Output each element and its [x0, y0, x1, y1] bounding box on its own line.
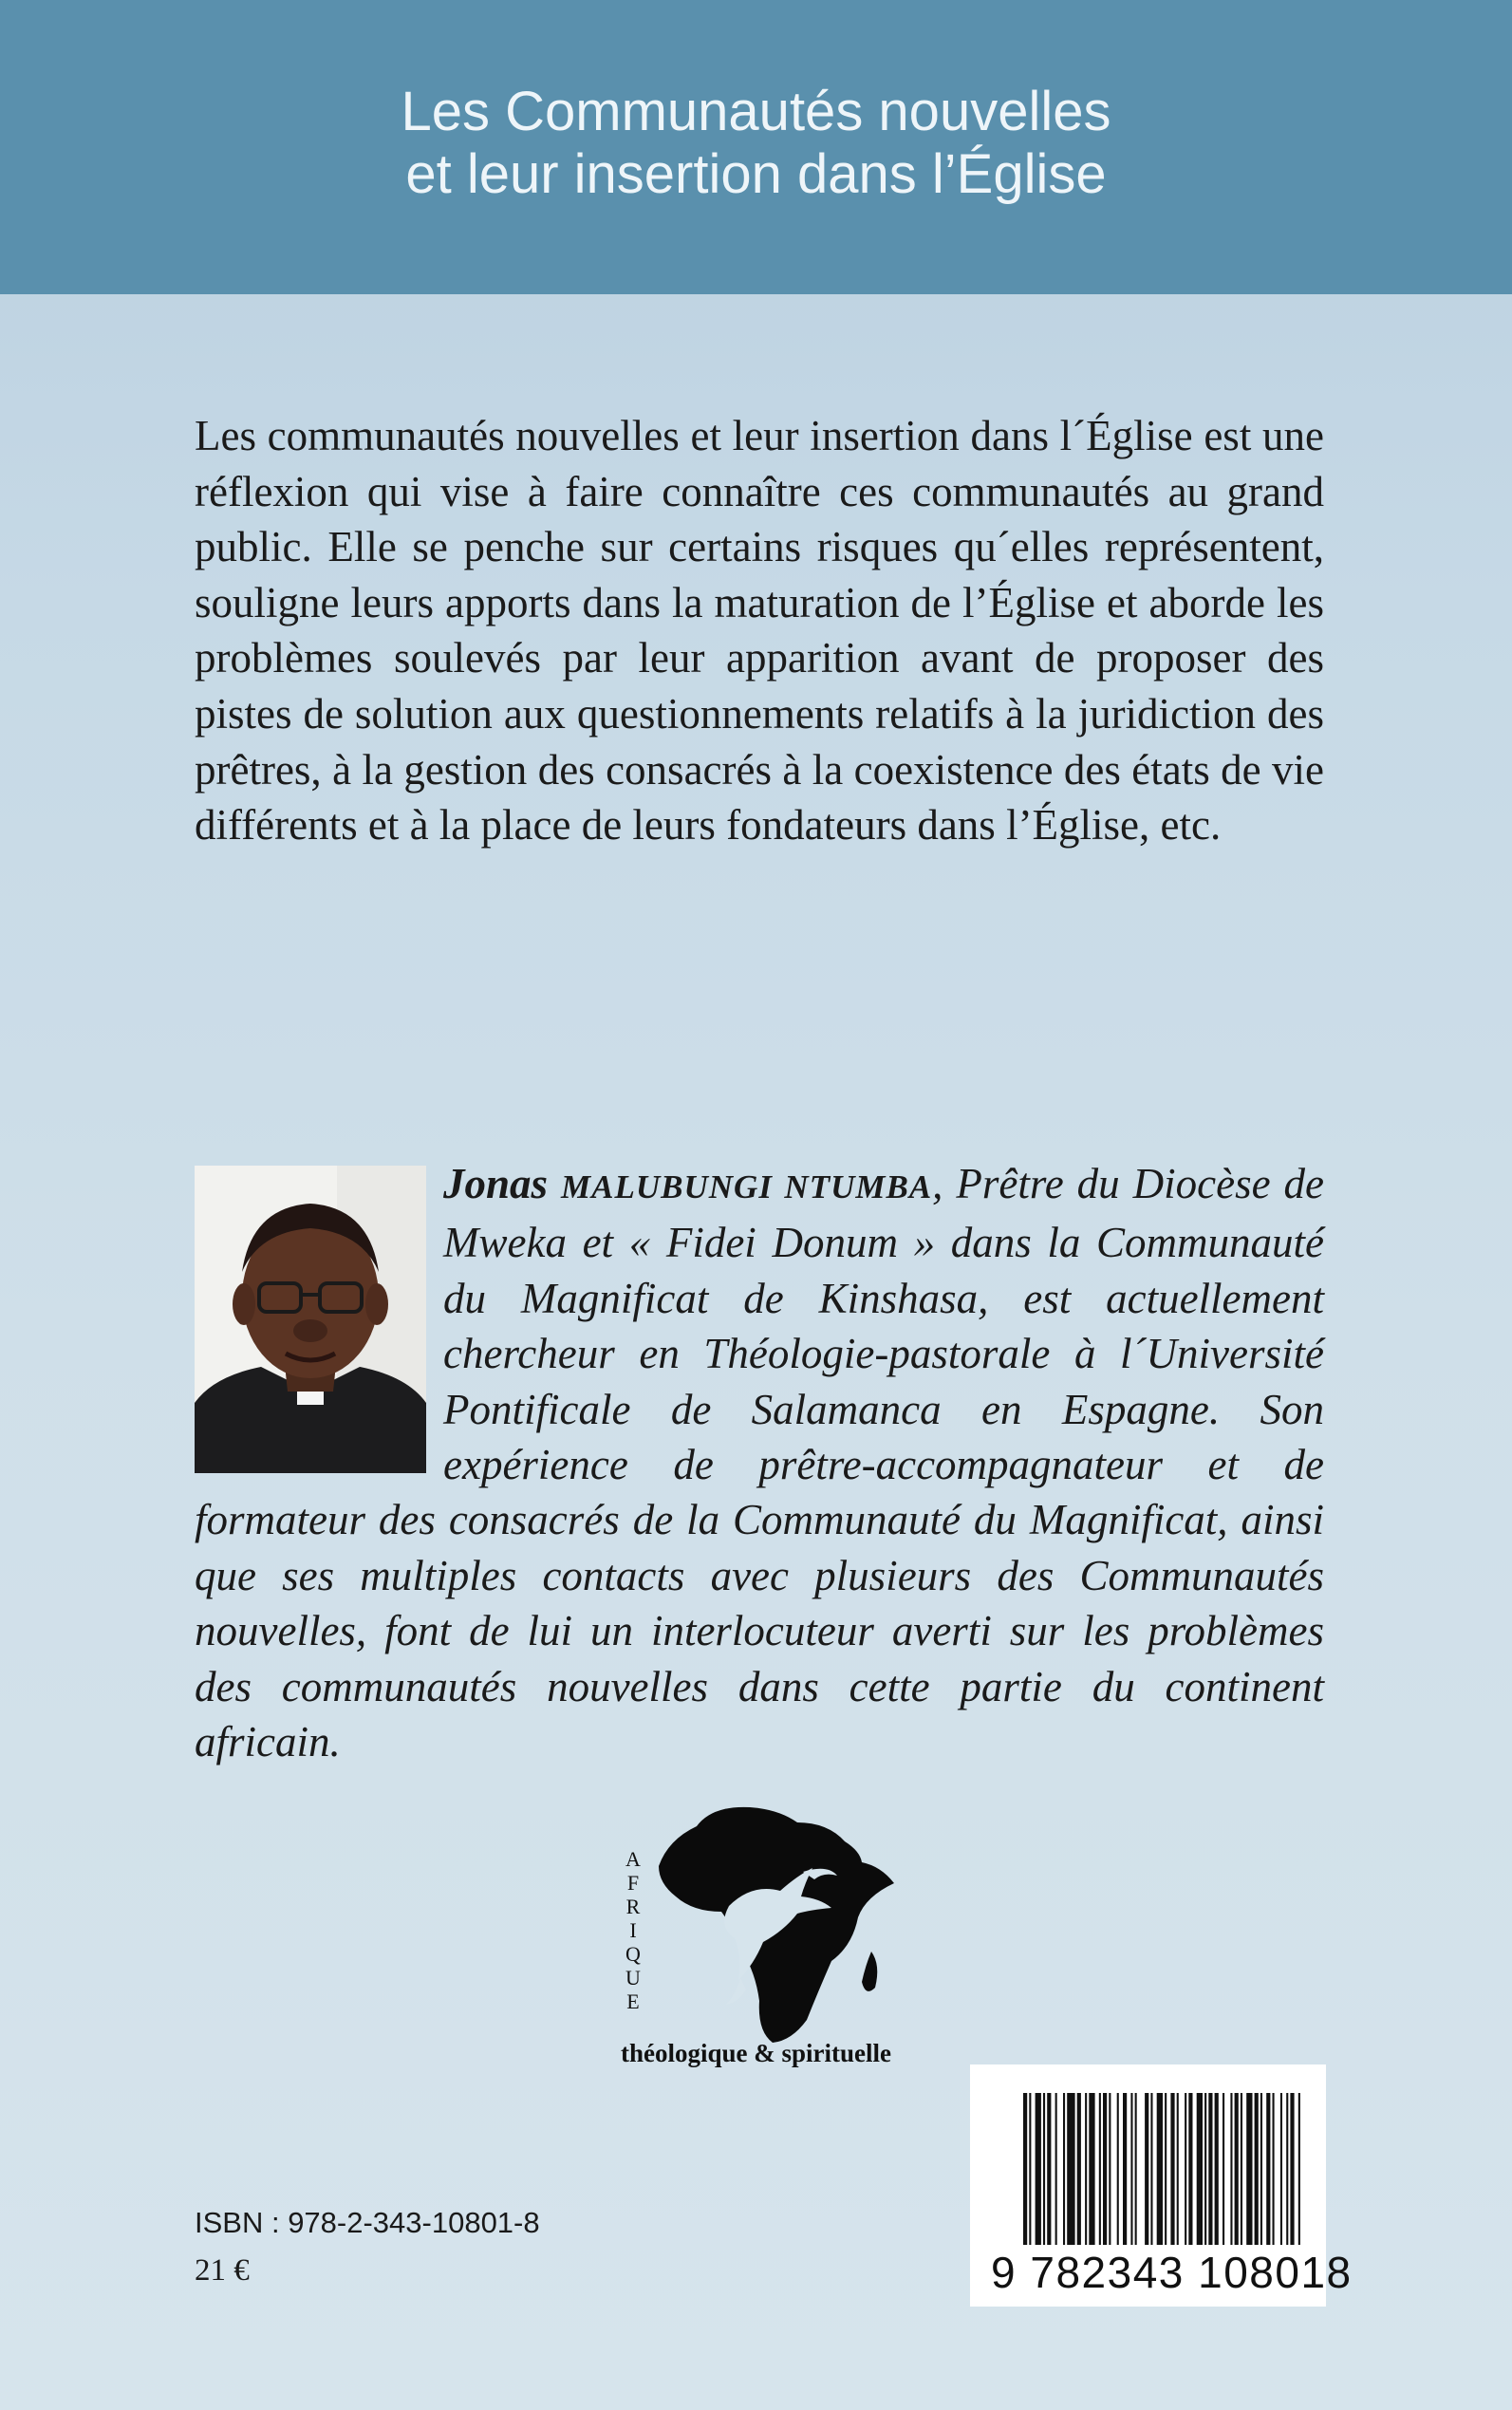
- barcode-bar: [1130, 2093, 1132, 2245]
- author-first-name: Jonas: [443, 1160, 549, 1207]
- barcode-bar: [1023, 2093, 1027, 2245]
- barcode-bar: [1208, 2093, 1212, 2245]
- barcode-bar: [1150, 2093, 1152, 2245]
- barcode-bar: [1230, 2093, 1232, 2245]
- barcode-bar: [1298, 2093, 1300, 2245]
- barcode-bar: [1067, 2093, 1074, 2245]
- book-title: [0, 81, 1512, 206]
- series-letter: F: [626, 1871, 640, 1895]
- series-letter: E: [626, 1990, 640, 2013]
- series-letter: R: [625, 1895, 641, 1918]
- barcode-bar: [1029, 2093, 1031, 2245]
- barcode-bar: [1165, 2093, 1167, 2245]
- barcode-bar: [1063, 2093, 1065, 2245]
- author-bio-text: , Prêtre du Diocèse de Mweka et « Fidei Donum » dans la Communauté du Magnificat de Kinshasa, est actuellement chercheur en Théologie-pastorale à l´Université Pontificale de Salamanca en Espagne. Son expérience de prêtre-accompagnateur et de formateur des consacrés de la Communauté du Magnificat, ainsi que ses multiples contacts avec plusieurs des Communautés nouvelles, font de lui un interlocuteur averti sur les problèmes des communautés nouvelles dans cette partie du continent africain.: [195, 1160, 1325, 1766]
- barcode-bar: [1215, 2093, 1219, 2245]
- barcode-bar: [1223, 2093, 1224, 2245]
- barcode-bar: [1266, 2093, 1270, 2245]
- barcode-bar: [1235, 2093, 1239, 2245]
- barcode-bar: [1123, 2093, 1127, 2245]
- barcode-bar: [1286, 2093, 1288, 2245]
- series-letter: U: [625, 1966, 641, 1990]
- barcode-bar: [1197, 2093, 1203, 2245]
- barcode-bar: [1273, 2093, 1275, 2245]
- barcode-bar: [1290, 2093, 1294, 2245]
- barcode-bar: [1204, 2093, 1206, 2245]
- barcode-bar: [1055, 2093, 1057, 2245]
- barcode-bar: [1117, 2093, 1119, 2245]
- barcode-bar: [1255, 2093, 1259, 2245]
- africa-dove-icon: [617, 1784, 921, 2069]
- barcode-bar: [1036, 2093, 1041, 2245]
- barcode-bar: [1145, 2093, 1148, 2245]
- series-letter: Q: [625, 1942, 641, 1966]
- author-surname: MALUBUNGI NTUMBA: [561, 1168, 933, 1205]
- barcode-bar: [1089, 2093, 1094, 2245]
- author-name: [443, 1160, 932, 1207]
- barcode-bar: [1177, 2093, 1179, 2245]
- barcode-bar: [1099, 2093, 1101, 2245]
- barcode-bar: [1185, 2093, 1186, 2245]
- barcode-bar: [1043, 2093, 1045, 2245]
- barcode-bar: [1260, 2093, 1262, 2245]
- book-title-line-2: et leur insertion dans l’Église: [405, 143, 1107, 206]
- barcode-bar: [1241, 2093, 1242, 2245]
- photo-spacer: [195, 1156, 443, 1477]
- barcode-digits: 9 782343 108018: [991, 2248, 1353, 2297]
- barcode-bar: [1109, 2093, 1111, 2245]
- author-bio: [195, 1156, 1324, 1769]
- isbn-text: ISBN : 978-2-343-10801-8: [195, 2206, 540, 2239]
- series-caption: théologique & spirituelle: [621, 2039, 891, 2067]
- barcode-bar: [1188, 2093, 1192, 2245]
- back-cover-blurb: Les communautés nouvelles et leur insertion dans l´Église est une réflexion qui vise à faire connaître ces communautés au grand public. Elle se penche sur certains risques qu´elles représentent, souligne leurs apports dans la maturation de l’Église et aborde les problèmes soulevés par leur apparition avant de proposer des pistes de solution aux questionnements relatifs à la juridiction des prêtres, à la gestion des consacrés à la coexistence des états de vie différents et à la place de leurs fondateurs dans l’Église, etc.: [195, 412, 1324, 850]
- barcode-bar: [1103, 2093, 1107, 2245]
- series-letter: I: [629, 1918, 637, 1942]
- price-text: 21 €: [195, 2253, 250, 2288]
- barcode-bar: [1246, 2093, 1252, 2245]
- series-vertical-text: [623, 1847, 644, 2013]
- barcode: [970, 2064, 1353, 2307]
- barcode-bar: [1135, 2093, 1137, 2245]
- barcode-bars: [1023, 2093, 1302, 2245]
- series-letter: A: [625, 1847, 641, 1871]
- barcode-bar: [1170, 2093, 1174, 2245]
- barcode-bar: [1085, 2093, 1087, 2245]
- barcode-bar: [1047, 2093, 1051, 2245]
- barcode-bar: [1077, 2093, 1081, 2245]
- barcode-bar: [1280, 2093, 1282, 2245]
- barcode-bar: [1157, 2093, 1163, 2245]
- book-title-line-1: Les Communautés nouvelles: [401, 81, 1111, 142]
